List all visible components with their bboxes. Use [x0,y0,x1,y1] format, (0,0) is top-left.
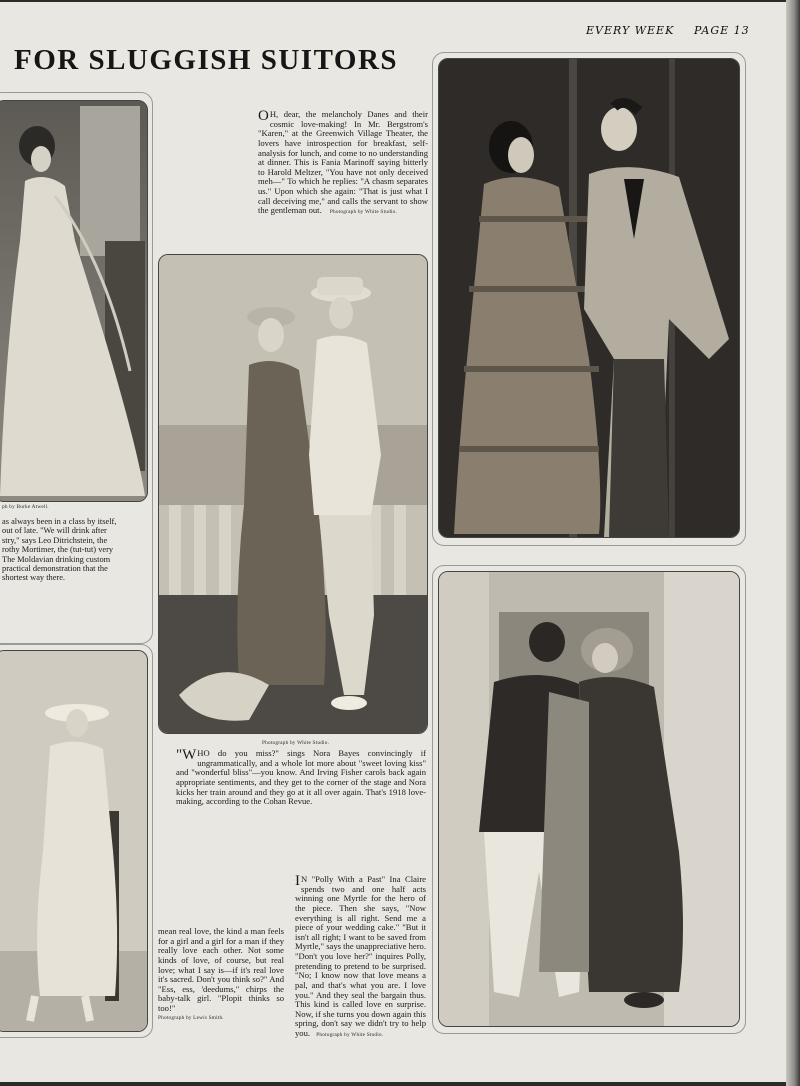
story-polly-text: N "Polly With a Past" Ina Claire spends two and one half acts winning one Myrtle for the hero of the piece. Then she says, "Now everything is all right. Send me a piece of your wedding cake." "But it isn't all right; I want to be saved from Myrtle," says the unappreciative hero. "Don't you love her?" inquires Polly, pretending to pretend to be surprised. "No; I know now that love means a pal, and that's what you are. I love you." And they seal the bargain thus. This kind is called love en surprise. Now, if she turns you down again this spring, don't say we didn't try to help you. [295,874,426,1038]
story-real-love [158,927,284,1022]
story-real-love-text: mean real love, the kind a man feels for a girl and a girl for a man if they really love each other. Not some kinds of love, of course, but real love; what I say is—if it's real love it's sacred. Don't you think so?" And "Ess, ess, 'deedums," chirps the baby-talk girl. "Plopit thinks so too!" [158,926,284,1013]
text-line: rothy Mortimer, the (tut-tut) very [2,545,114,555]
text-line: practical demonstration that the [2,564,108,574]
photo-credit-burke-atwell: ph by Burke Atwell. [2,504,49,510]
photo-credit-nora: Photograph by White Studio. [262,740,330,746]
text-line: out of late. "We will drink after [2,526,107,536]
text-line: stry," says Leo Ditrichstein, the [2,535,108,545]
story-karen [258,110,428,216]
text-line: shortest way there. [2,573,66,583]
photo-seated-girl-in-hat [0,650,148,1032]
photo-woman-in-gown [0,100,148,502]
story-karen-text: H, dear, the melancholy Danes and their cosmic love-making! In Mr. Bergstrom's "Karen," at the Greenwich Village Theater, the lovers have introspection for breakfast, self-analysis for lunch, and come to no understanding at dinner. This is Fania Marinoff saying bitterly to Harold Meltzer, "You have not only deceived meh—" To which he replies: "A chasm separates us." Upon which she again: "That is just what I call deceiving me," and calls the servant to show the gentleman out. [258,109,428,216]
magazine-page [0,2,786,1082]
story-leo-ditrichstein [2,517,150,583]
photo-karen-couple [438,58,740,538]
photo-credit-lewis-smith: Photograph by Lewis Smith. [158,1014,224,1021]
page-number: PAGE 13 [694,24,750,37]
dropcap-o: O [258,108,269,124]
story-polly-with-a-past [295,875,426,1039]
text-line: The Moldavian drinking custom [2,554,111,564]
page-title: FOR SLUGGISH SUITORS [14,44,399,76]
page-spine-shadow [786,0,800,1086]
magazine-name: EVERY WEEK [586,24,675,37]
text-line: as always been in a class by itself, [2,517,117,526]
story-nora-bayes [176,749,426,807]
photo-credit-karen: Photograph by White Studio. [329,209,397,216]
dropcap-w: "W [176,747,197,763]
dropcap-i: I [295,873,300,889]
photo-polly-couple-kiss [438,571,740,1027]
story-nora-text: HO do you miss?" sings Nora Bayes convincingly if ungrammatically, and a whole lot more about "sweet loving kiss" and "wonderful bliss"—you know. And Irving Fisher carols back again appropriate sentiments, and they get to the corner of the stage and Nora kicks her train around and they go at it all over again. That's 1918 love-making, according to the Cohan Revue. [176,748,426,807]
photo-nora-bayes-and-soldier [158,254,428,734]
photo-credit-polly: Photograph by White Studio. [316,1032,384,1038]
